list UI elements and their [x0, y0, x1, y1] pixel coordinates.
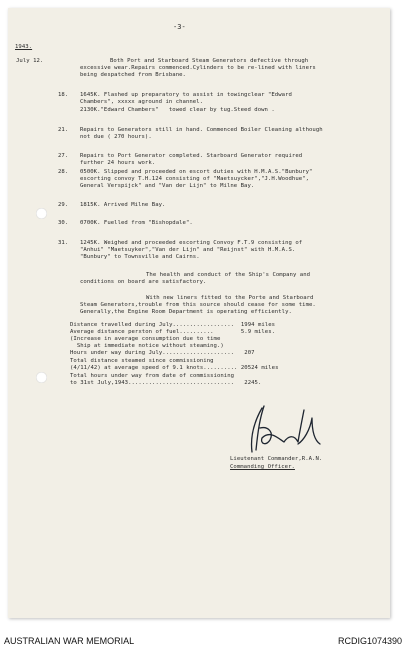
footer-record-id: RCDIG1074390 — [337, 636, 402, 646]
signature-title: Commanding Officer. — [230, 464, 295, 470]
signature-title: Lieutenant Commander,R.A.N. — [230, 456, 323, 462]
entry-line: being despatched from Brisbane. — [80, 72, 186, 78]
stats-line: Ship at immediate notice without steaming.) — [70, 343, 224, 349]
entry-line: Chambers", xxxxx aground in channel. — [80, 99, 204, 105]
entry-line: "Bunbury" to Townsville and Cairns. — [80, 254, 200, 260]
stats-line: Total distance steamed since commissioning — [70, 358, 214, 364]
health-line: conditions on board are satisfactory. — [80, 279, 207, 285]
entry-line: 1645K. Flashed up preparatory to assist in towingclear "Edward — [80, 92, 292, 98]
entry-date: 29. — [58, 202, 69, 208]
liners-line: Generally,the Engine Room Department is operating efficiently. — [80, 309, 292, 315]
liners-line: With new liners fitted to the Porte and Starboard — [146, 295, 314, 301]
punch-hole — [36, 208, 47, 219]
entry-date: 21. — [58, 127, 69, 133]
entry-date: July 12. — [16, 58, 44, 64]
stats-line: Total hours under way from date of commissioning — [70, 373, 235, 379]
entry-date: 28. — [58, 169, 69, 175]
entry-line: 1245K. Weighed and proceeded escorting Convoy F.T.9 consisting of — [80, 240, 303, 246]
stats-line: to 31st July,1943............................... 2245. — [70, 380, 262, 386]
entry-date: 18. — [58, 92, 69, 98]
entry-line: 2130K."Edward Chambers" towed clear by tug.Steed down . — [80, 107, 275, 113]
liners-line: Steam Generators,trouble from this source should cease for some time. — [80, 302, 316, 308]
entry-line: excessive wear.Repairs commenced.Cylinders to be re-lined with liners — [80, 65, 316, 71]
year-heading: 1943. — [15, 44, 33, 50]
entry-line: further 24 hours work. — [80, 160, 156, 166]
entry-line: General Verspijck" and "Van der Lijn" to Milne Bay. — [80, 183, 255, 189]
entry-date: 30. — [58, 220, 69, 226]
entry-date: 27. — [58, 153, 69, 159]
footer-archive-name: AUSTRALIAN WAR MEMORIAL — [4, 636, 135, 646]
entry-date: 31. — [58, 240, 69, 246]
entry-line: Both Port and Starboard Steam Generators defective through — [110, 58, 309, 64]
entry-line: escorting convoy T.H.124 consisting of "Maetsuycker","J.H.Woodhue", — [80, 176, 309, 182]
entry-line: 0500K. Slipped and proceeded on escort duties with H.M.A.S."Bunbury" — [80, 169, 313, 175]
stats-line: Hours under way during July..................... 207 — [70, 350, 255, 356]
entry-line: 1815K. Arrived Milne Bay. — [80, 202, 166, 208]
health-line: The health and conduct of the Ship's Company and — [146, 272, 311, 278]
entry-line: Repairs to Generators still in hand. Commenced Boiler Cleaning although — [80, 127, 323, 133]
entry-line: 0700K. Fuelled from "Bishopdale". — [80, 220, 193, 226]
entry-line: "Anhui" "Maetsuyker","Van der Lijn" and "Reijnst" with H.M.A.S. — [80, 247, 296, 253]
page-number: -3- — [173, 23, 186, 31]
document-page — [8, 8, 390, 618]
entry-line: Repairs to Port Generator completed. Starboard Generator required — [80, 153, 303, 159]
stats-line: Average distance perxton of fuel.......... 5.9 miles. — [70, 329, 276, 335]
punch-hole — [36, 372, 47, 383]
handwritten-signature — [238, 400, 328, 460]
stats-line: (Increase in average consumption due to time — [70, 336, 221, 342]
entry-line: not due ( 270 hours). — [80, 134, 152, 140]
stats-line: Distance travelled during July.................. 1994 miles — [70, 322, 276, 328]
stats-line: (4/11/42) at average speed of 9.1 knots.......... 20524 miles — [70, 365, 279, 371]
